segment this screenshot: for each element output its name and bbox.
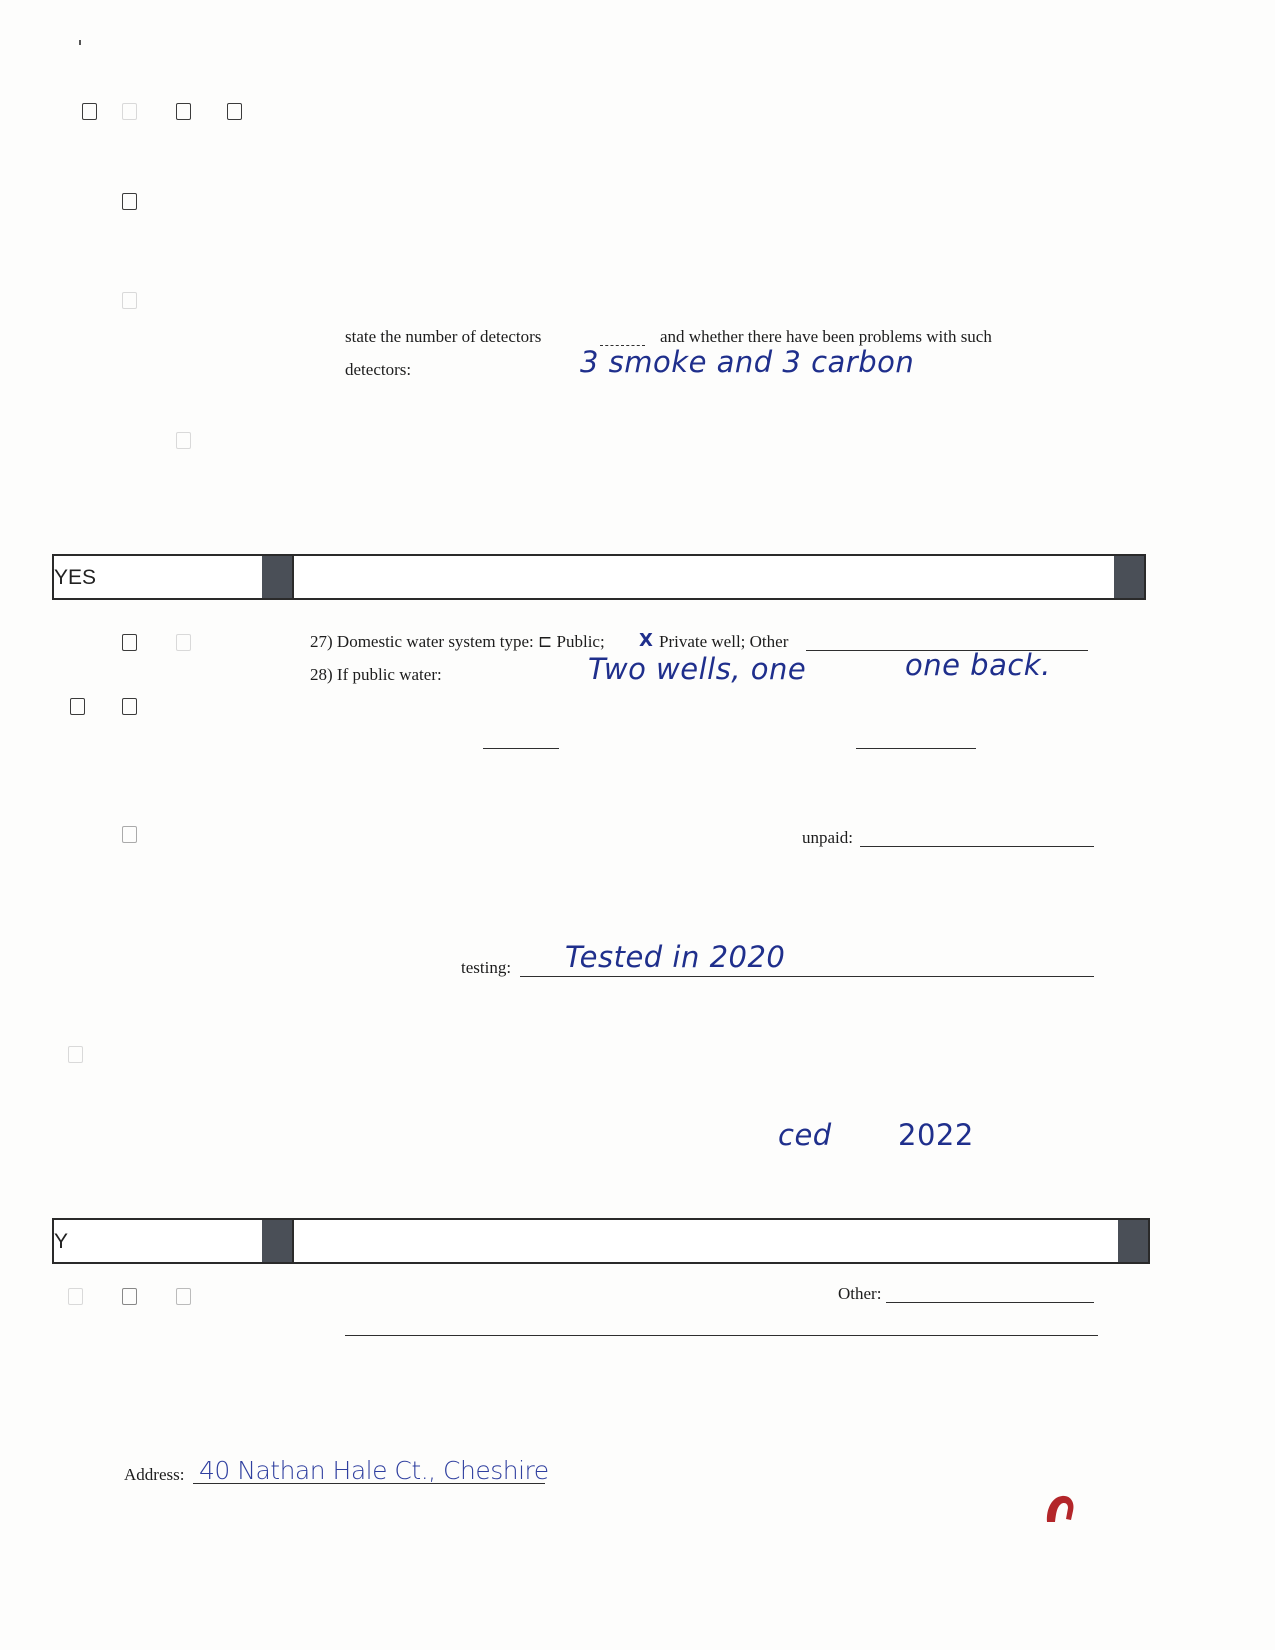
checkbox-row-q29-b[interactable] — [122, 698, 137, 715]
address-label: Address: — [124, 1465, 185, 1484]
other-blank-line2[interactable] — [345, 1335, 1098, 1336]
checkbox-unpaid-row[interactable] — [122, 826, 137, 843]
year-note-part1: ced — [778, 1118, 832, 1152]
checkbox-row1-d[interactable] — [227, 103, 242, 120]
checkbox-other-b[interactable] — [122, 1288, 137, 1305]
checkbox-row-faint-2[interactable] — [68, 1046, 83, 1063]
checkbox-row-q29-a[interactable] — [70, 698, 85, 715]
q27-text: 27) Domestic water system type: ⊏ Public; — [310, 632, 605, 651]
address-handwritten-value: 40 Nathan Hale Ct., Cheshire — [199, 1456, 549, 1485]
red-seal-icon — [1044, 1493, 1076, 1523]
section-bar-1-label: YES — [54, 566, 97, 589]
scan-mark — [79, 40, 81, 45]
q26-text-line1: state the number of detectors — [345, 327, 542, 346]
checkbox-other-c[interactable] — [176, 1288, 191, 1305]
year-note-part2: 2022 — [898, 1118, 974, 1152]
checkbox-other-a[interactable] — [68, 1288, 83, 1305]
section-bar-2-label: Y — [54, 1230, 69, 1253]
q29-blank-b[interactable] — [856, 748, 976, 749]
checkbox-row4[interactable] — [176, 432, 191, 449]
testing-handwritten-answer: Tested in 2020 — [565, 940, 786, 974]
q29-blank-a[interactable] — [483, 748, 559, 749]
q26-text-line1b: and whether there have been problems with such — [660, 327, 992, 346]
checkbox-row3[interactable] — [122, 292, 137, 309]
section-bar-1-block-right — [1114, 556, 1144, 598]
q28-text: 28) If public water: — [310, 665, 442, 684]
q26-text-line2: detectors: — [345, 360, 412, 379]
section-header-bar-1 — [52, 554, 1146, 600]
q27-private-well-mark: X — [639, 630, 653, 651]
section-header-bar-2 — [52, 1218, 1150, 1264]
q27-text-after: Private well; Other — [659, 632, 789, 651]
unpaid-blank[interactable] — [860, 846, 1094, 847]
testing-label: testing: — [461, 958, 512, 977]
checkbox-row1-c[interactable] — [176, 103, 191, 120]
unpaid-label: unpaid: — [802, 828, 853, 847]
section-bar-2-divider — [292, 1220, 294, 1262]
section-bar-1-divider — [292, 556, 294, 598]
q28-handwritten-part1: Two wells, one — [588, 652, 807, 686]
checkbox-row2[interactable] — [122, 193, 137, 210]
checkbox-q27-yes[interactable] — [122, 634, 137, 651]
checkbox-row1-b[interactable] — [122, 103, 137, 120]
q26-handwritten-answer: 3 smoke and 3 carbon — [580, 345, 915, 379]
other-blank[interactable] — [886, 1302, 1094, 1303]
other-label: Other: — [838, 1284, 882, 1303]
q28-handwritten-part2: one back. — [905, 648, 1051, 682]
checkbox-q27-no[interactable] — [176, 634, 191, 651]
section-bar-1-block-left — [262, 556, 292, 598]
section-bar-2-block-right — [1118, 1220, 1148, 1262]
checkbox-row1-a[interactable] — [82, 103, 97, 120]
section-bar-2-block-left — [262, 1220, 292, 1262]
testing-blank[interactable] — [520, 976, 1094, 977]
